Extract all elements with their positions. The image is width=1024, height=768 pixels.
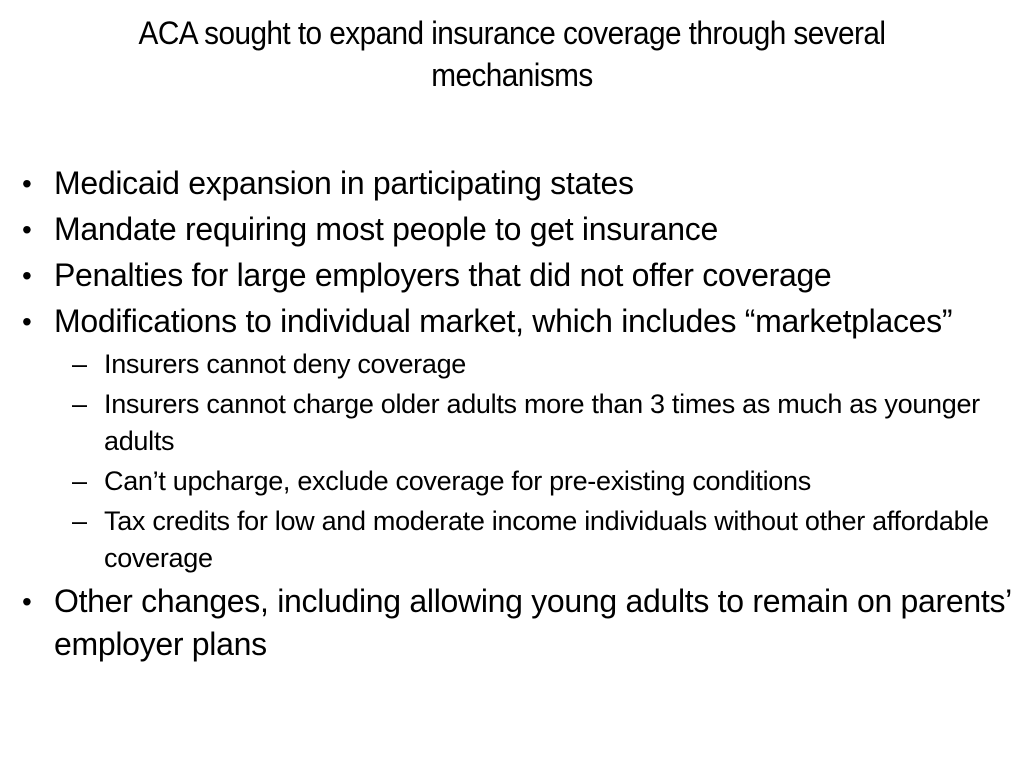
bullet-text: Other changes, including allowing young adults to remain on parents’ employer plans [54,583,1011,662]
bullet-icon: • [22,586,32,617]
sub-bullet-text: Insurers cannot charge older adults more than 3 times as much as younger adults [104,389,980,456]
sub-bullet-item [22,346,1012,383]
sub-bullet-item [22,463,1012,500]
bullet-text: Modifications to individual market, which includes “marketplaces” [54,303,953,339]
sub-bullet-text: Insurers cannot deny coverage [104,349,467,379]
bullet-item [22,162,1012,205]
bullet-text: Penalties for large employers that did not offer coverage [54,257,832,293]
dash-icon: – [72,506,87,536]
bullet-list [22,162,1012,669]
sub-bullet-list [22,346,1012,577]
bullet-text: Mandate requiring most people to get insurance [54,211,718,247]
dash-icon: – [72,466,87,496]
bullet-item [22,208,1012,251]
sub-bullet-item [22,386,1012,460]
dash-icon: – [72,349,87,379]
bullet-item [22,254,1012,297]
sub-bullet-text: Can’t upcharge, exclude coverage for pre-existing conditions [104,466,811,496]
slide-title: ACA sought to expand insurance coverage through several mechanisms [138,15,886,93]
bullet-icon: • [22,260,32,291]
bullet-text: Medicaid expansion in participating states [54,165,634,201]
sub-bullet-item [22,503,1012,577]
dash-icon: – [72,389,87,419]
sub-bullet-text: Tax credits for low and moderate income individuals without other affordable coverage [104,506,989,573]
bullet-item [22,300,1012,343]
bullet-icon: • [22,168,32,199]
bullet-icon: • [22,214,32,245]
bullet-icon: • [22,306,32,337]
bullet-item [22,580,1012,666]
